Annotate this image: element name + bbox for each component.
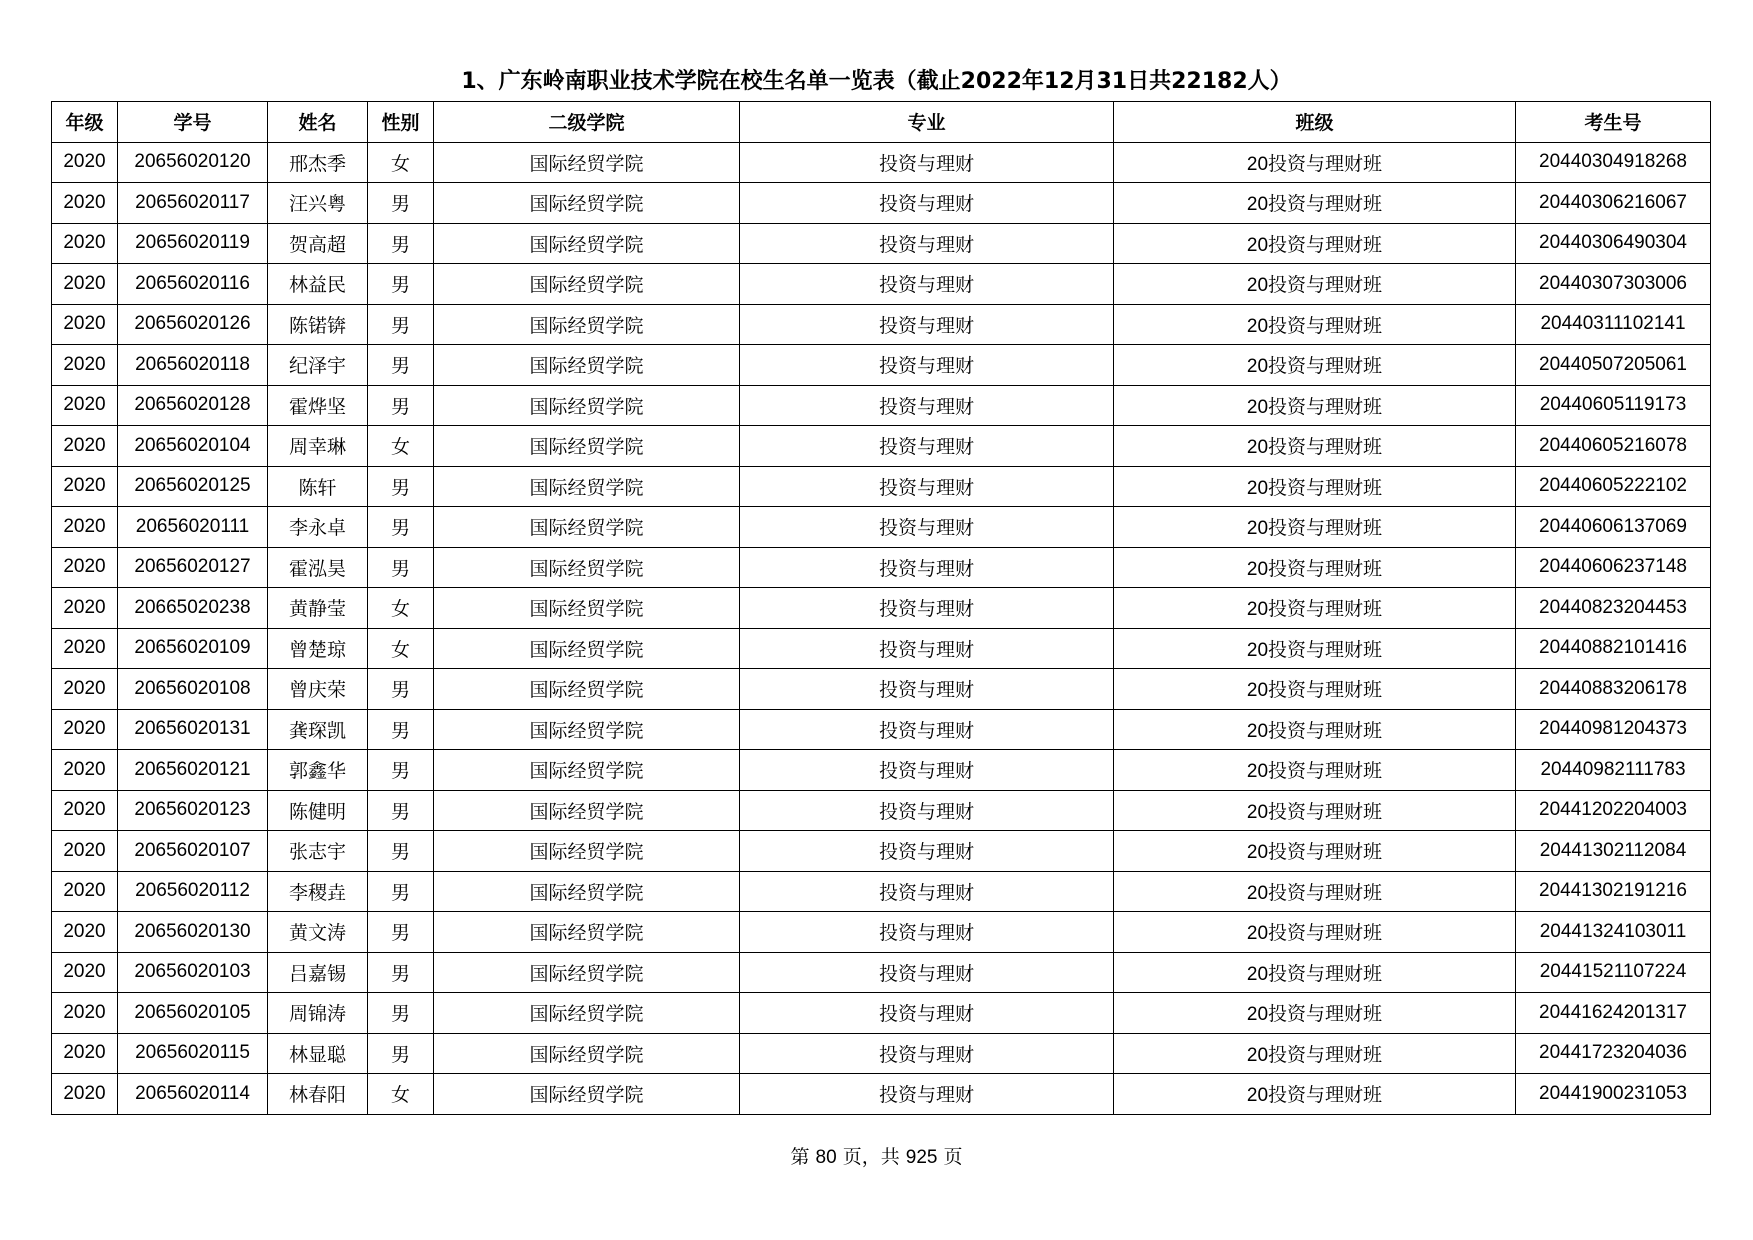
cell-class: 20投资与理财班: [1114, 871, 1516, 912]
cell-student-id: 20656020114: [118, 1074, 268, 1115]
cell-gender: 男: [368, 547, 434, 588]
table-row: [52, 709, 1711, 750]
cell-grade: 2020: [52, 1033, 118, 1074]
cell-gender: 男: [368, 183, 434, 224]
cell-exam-number: 20440982111783: [1516, 750, 1711, 791]
cell-grade: 2020: [52, 709, 118, 750]
cell-gender: 女: [368, 426, 434, 467]
cell-gender: 男: [368, 709, 434, 750]
cell-major: 投资与理财: [740, 1033, 1114, 1074]
table-row: [52, 426, 1711, 467]
cell-student-id: 20656020105: [118, 993, 268, 1034]
footer-middle: 页，共: [842, 1146, 900, 1168]
cell-exam-number: 20441521107224: [1516, 952, 1711, 993]
cell-student-id: 20656020130: [118, 912, 268, 953]
cell-name: 吕嘉锡: [268, 952, 368, 993]
cell-college: 国际经贸学院: [434, 1074, 740, 1115]
cell-name: 李稷垚: [268, 871, 368, 912]
table-body: [52, 142, 1711, 1114]
header-gender: 性别: [368, 102, 434, 143]
cell-student-id: 20656020131: [118, 709, 268, 750]
cell-exam-number: 20440306216067: [1516, 183, 1711, 224]
cell-grade: 2020: [52, 588, 118, 629]
cell-student-id: 20656020126: [118, 304, 268, 345]
cell-class: 20投资与理财班: [1114, 426, 1516, 467]
cell-college: 国际经贸学院: [434, 1033, 740, 1074]
cell-exam-number: 20441723204036: [1516, 1033, 1711, 1074]
table-row: [52, 264, 1711, 305]
cell-grade: 2020: [52, 912, 118, 953]
cell-major: 投资与理财: [740, 264, 1114, 305]
cell-name: 汪兴粤: [268, 183, 368, 224]
cell-grade: 2020: [52, 628, 118, 669]
cell-exam-number: 20440306490304: [1516, 223, 1711, 264]
cell-major: 投资与理财: [740, 1074, 1114, 1115]
table-row: [52, 1074, 1711, 1115]
cell-grade: 2020: [52, 790, 118, 831]
cell-college: 国际经贸学院: [434, 547, 740, 588]
cell-grade: 2020: [52, 831, 118, 872]
cell-major: 投资与理财: [740, 223, 1114, 264]
table-row: [52, 507, 1711, 548]
table-row: [52, 831, 1711, 872]
cell-exam-number: 20440883206178: [1516, 669, 1711, 710]
cell-student-id: 20656020121: [118, 750, 268, 791]
cell-grade: 2020: [52, 871, 118, 912]
cell-class: 20投资与理财班: [1114, 547, 1516, 588]
cell-class: 20投资与理财班: [1114, 1033, 1516, 1074]
cell-name: 黄文涛: [268, 912, 368, 953]
cell-gender: 男: [368, 304, 434, 345]
cell-class: 20投资与理财班: [1114, 993, 1516, 1034]
cell-grade: 2020: [52, 750, 118, 791]
cell-class: 20投资与理财班: [1114, 507, 1516, 548]
cell-exam-number: 20440507205061: [1516, 345, 1711, 386]
cell-class: 20投资与理财班: [1114, 1074, 1516, 1115]
header-grade: 年级: [52, 102, 118, 143]
cell-gender: 男: [368, 223, 434, 264]
table-row: [52, 1033, 1711, 1074]
cell-major: 投资与理财: [740, 628, 1114, 669]
cell-student-id: 20656020112: [118, 871, 268, 912]
cell-major: 投资与理财: [740, 871, 1114, 912]
cell-name: 邢杰季: [268, 142, 368, 183]
cell-exam-number: 20440311102141: [1516, 304, 1711, 345]
cell-grade: 2020: [52, 183, 118, 224]
cell-class: 20投资与理财班: [1114, 831, 1516, 872]
cell-college: 国际经贸学院: [434, 871, 740, 912]
cell-major: 投资与理财: [740, 345, 1114, 386]
cell-class: 20投资与理财班: [1114, 588, 1516, 629]
cell-name: 林显聪: [268, 1033, 368, 1074]
cell-gender: 男: [368, 466, 434, 507]
cell-major: 投资与理财: [740, 547, 1114, 588]
cell-gender: 男: [368, 831, 434, 872]
cell-class: 20投资与理财班: [1114, 264, 1516, 305]
footer-current-page: 80: [815, 1147, 837, 1168]
header-class: 班级: [1114, 102, 1516, 143]
cell-name: 陈轩: [268, 466, 368, 507]
cell-name: 曾庆荣: [268, 669, 368, 710]
table-row: [52, 952, 1711, 993]
cell-name: 周幸琳: [268, 426, 368, 467]
cell-college: 国际经贸学院: [434, 790, 740, 831]
table-row: [52, 669, 1711, 710]
cell-college: 国际经贸学院: [434, 426, 740, 467]
cell-exam-number: 20441900231053: [1516, 1074, 1711, 1115]
cell-student-id: 20656020103: [118, 952, 268, 993]
cell-college: 国际经贸学院: [434, 952, 740, 993]
table-row: [52, 142, 1711, 183]
cell-college: 国际经贸学院: [434, 628, 740, 669]
cell-major: 投资与理财: [740, 426, 1114, 467]
cell-class: 20投资与理财班: [1114, 669, 1516, 710]
cell-name: 纪泽宇: [268, 345, 368, 386]
cell-class: 20投资与理财班: [1114, 912, 1516, 953]
cell-college: 国际经贸学院: [434, 993, 740, 1034]
cell-college: 国际经贸学院: [434, 588, 740, 629]
cell-exam-number: 20440823204453: [1516, 588, 1711, 629]
cell-college: 国际经贸学院: [434, 223, 740, 264]
cell-major: 投资与理财: [740, 993, 1114, 1034]
cell-college: 国际经贸学院: [434, 669, 740, 710]
cell-college: 国际经贸学院: [434, 183, 740, 224]
cell-major: 投资与理财: [740, 790, 1114, 831]
cell-name: 陈健明: [268, 790, 368, 831]
cell-exam-number: 20441324103011: [1516, 912, 1711, 953]
cell-student-id: 20656020109: [118, 628, 268, 669]
cell-college: 国际经贸学院: [434, 831, 740, 872]
cell-major: 投资与理财: [740, 952, 1114, 993]
cell-student-id: 20665020238: [118, 588, 268, 629]
table-row: [52, 183, 1711, 224]
cell-major: 投资与理财: [740, 912, 1114, 953]
cell-gender: 女: [368, 142, 434, 183]
table-row: [52, 466, 1711, 507]
cell-grade: 2020: [52, 223, 118, 264]
cell-grade: 2020: [52, 142, 118, 183]
cell-grade: 2020: [52, 993, 118, 1034]
header-major: 专业: [740, 102, 1114, 143]
cell-college: 国际经贸学院: [434, 264, 740, 305]
cell-exam-number: 20440981204373: [1516, 709, 1711, 750]
cell-gender: 男: [368, 507, 434, 548]
cell-college: 国际经贸学院: [434, 750, 740, 791]
cell-exam-number: 20440882101416: [1516, 628, 1711, 669]
table-row: [52, 628, 1711, 669]
table-row: [52, 547, 1711, 588]
cell-gender: 男: [368, 264, 434, 305]
cell-exam-number: 20440605216078: [1516, 426, 1711, 467]
cell-name: 周锦涛: [268, 993, 368, 1034]
cell-student-id: 20656020128: [118, 385, 268, 426]
cell-name: 曾楚琼: [268, 628, 368, 669]
cell-college: 国际经贸学院: [434, 466, 740, 507]
student-roster-table: [51, 101, 1711, 1115]
cell-class: 20投资与理财班: [1114, 385, 1516, 426]
cell-exam-number: 20441202204003: [1516, 790, 1711, 831]
cell-class: 20投资与理财班: [1114, 628, 1516, 669]
cell-gender: 男: [368, 1033, 434, 1074]
cell-college: 国际经贸学院: [434, 142, 740, 183]
cell-gender: 男: [368, 912, 434, 953]
footer-total-pages: 925: [905, 1147, 938, 1168]
cell-major: 投资与理财: [740, 669, 1114, 710]
cell-name: 李永卓: [268, 507, 368, 548]
cell-exam-number: 20440605222102: [1516, 466, 1711, 507]
cell-class: 20投资与理财班: [1114, 345, 1516, 386]
cell-exam-number: 20440304918268: [1516, 142, 1711, 183]
cell-class: 20投资与理财班: [1114, 142, 1516, 183]
cell-student-id: 20656020125: [118, 466, 268, 507]
cell-class: 20投资与理财班: [1114, 466, 1516, 507]
table-row: [52, 790, 1711, 831]
cell-student-id: 20656020116: [118, 264, 268, 305]
cell-student-id: 20656020111: [118, 507, 268, 548]
table-row: [52, 223, 1711, 264]
cell-major: 投资与理财: [740, 709, 1114, 750]
cell-class: 20投资与理财班: [1114, 223, 1516, 264]
cell-major: 投资与理财: [740, 183, 1114, 224]
cell-grade: 2020: [52, 507, 118, 548]
cell-college: 国际经贸学院: [434, 912, 740, 953]
table-row: [52, 385, 1711, 426]
cell-student-id: 20656020115: [118, 1033, 268, 1074]
cell-major: 投资与理财: [740, 507, 1114, 548]
cell-exam-number: 20440606237148: [1516, 547, 1711, 588]
cell-grade: 2020: [52, 345, 118, 386]
cell-gender: 男: [368, 385, 434, 426]
cell-grade: 2020: [52, 669, 118, 710]
footer-suffix: 页: [943, 1146, 963, 1168]
cell-gender: 男: [368, 993, 434, 1034]
cell-student-id: 20656020123: [118, 790, 268, 831]
cell-name: 龚琛凯: [268, 709, 368, 750]
cell-college: 国际经贸学院: [434, 709, 740, 750]
cell-gender: 男: [368, 952, 434, 993]
cell-student-id: 20656020118: [118, 345, 268, 386]
cell-student-id: 20656020108: [118, 669, 268, 710]
cell-student-id: 20656020107: [118, 831, 268, 872]
header-name: 姓名: [268, 102, 368, 143]
page-title: 1、广东岭南职业技术学院在校生名单一览表（截止2022年12月31日共22182人）: [461, 69, 1292, 94]
cell-gender: 男: [368, 871, 434, 912]
cell-gender: 女: [368, 628, 434, 669]
table-row: [52, 304, 1711, 345]
cell-exam-number: 20441302112084: [1516, 831, 1711, 872]
cell-student-id: 20656020120: [118, 142, 268, 183]
cell-major: 投资与理财: [740, 304, 1114, 345]
cell-college: 国际经贸学院: [434, 507, 740, 548]
cell-college: 国际经贸学院: [434, 345, 740, 386]
cell-exam-number: 20440307303006: [1516, 264, 1711, 305]
cell-class: 20投资与理财班: [1114, 750, 1516, 791]
cell-name: 黄静莹: [268, 588, 368, 629]
table-header-row: [52, 102, 1711, 143]
cell-student-id: 20656020117: [118, 183, 268, 224]
cell-grade: 2020: [52, 466, 118, 507]
cell-gender: 男: [368, 750, 434, 791]
cell-grade: 2020: [52, 952, 118, 993]
cell-college: 国际经贸学院: [434, 385, 740, 426]
cell-name: 张志宇: [268, 831, 368, 872]
cell-major: 投资与理财: [740, 588, 1114, 629]
table-row: [52, 750, 1711, 791]
header-exam-number: 考生号: [1516, 102, 1711, 143]
cell-major: 投资与理财: [740, 142, 1114, 183]
cell-gender: 女: [368, 588, 434, 629]
table-row: [52, 993, 1711, 1034]
page-footer: [0, 1143, 1753, 1172]
cell-class: 20投资与理财班: [1114, 709, 1516, 750]
cell-major: 投资与理财: [740, 750, 1114, 791]
cell-gender: 男: [368, 790, 434, 831]
cell-major: 投资与理财: [740, 831, 1114, 872]
cell-gender: 男: [368, 345, 434, 386]
cell-name: 林春阳: [268, 1074, 368, 1115]
cell-gender: 女: [368, 1074, 434, 1115]
cell-name: 林益民: [268, 264, 368, 305]
cell-student-id: 20656020104: [118, 426, 268, 467]
cell-grade: 2020: [52, 426, 118, 467]
cell-name: 霍烨坚: [268, 385, 368, 426]
table-row: [52, 345, 1711, 386]
cell-grade: 2020: [52, 264, 118, 305]
cell-grade: 2020: [52, 547, 118, 588]
cell-student-id: 20656020127: [118, 547, 268, 588]
cell-exam-number: 20440605119173: [1516, 385, 1711, 426]
footer-prefix: 第: [790, 1146, 810, 1168]
table-row: [52, 912, 1711, 953]
cell-grade: 2020: [52, 304, 118, 345]
table-row: [52, 588, 1711, 629]
header-college: 二级学院: [434, 102, 740, 143]
cell-name: 贺高超: [268, 223, 368, 264]
header-student-id: 学号: [118, 102, 268, 143]
cell-student-id: 20656020119: [118, 223, 268, 264]
cell-exam-number: 20440606137069: [1516, 507, 1711, 548]
cell-major: 投资与理财: [740, 385, 1114, 426]
cell-college: 国际经贸学院: [434, 304, 740, 345]
cell-class: 20投资与理财班: [1114, 790, 1516, 831]
cell-exam-number: 20441302191216: [1516, 871, 1711, 912]
cell-class: 20投资与理财班: [1114, 952, 1516, 993]
table-row: [52, 871, 1711, 912]
cell-class: 20投资与理财班: [1114, 183, 1516, 224]
cell-grade: 2020: [52, 385, 118, 426]
cell-name: 霍泓昊: [268, 547, 368, 588]
cell-class: 20投资与理财班: [1114, 304, 1516, 345]
cell-name: 陈锘锛: [268, 304, 368, 345]
cell-grade: 2020: [52, 1074, 118, 1115]
cell-gender: 男: [368, 669, 434, 710]
cell-name: 郭鑫华: [268, 750, 368, 791]
cell-major: 投资与理财: [740, 466, 1114, 507]
cell-exam-number: 20441624201317: [1516, 993, 1711, 1034]
